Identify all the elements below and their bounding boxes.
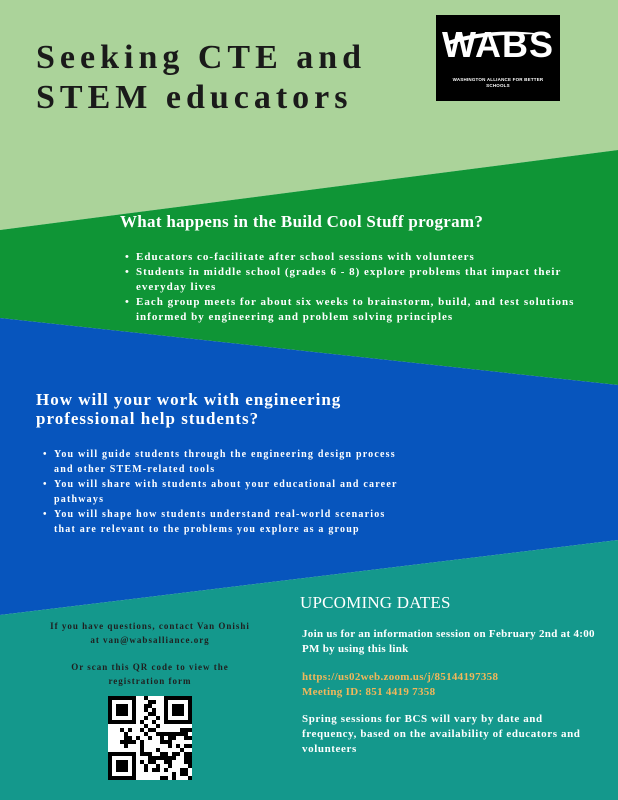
spring-sessions-text: Spring sessions for BCS will vary by date and frequency, based on the availability of educators and volunteers (302, 713, 581, 755)
list-item: • Students in middle school (grades 6 - 8) explore problems that impact their everyday lives (120, 265, 598, 295)
logo-wordmark: WABS (442, 24, 554, 65)
headline-line-2: STEM educators (36, 79, 353, 116)
meeting-id: Meeting ID: 851 4419 7358 (302, 686, 436, 698)
zoom-link[interactable]: https://us02web.zoom.us/j/85144197358 (302, 671, 499, 683)
headline-line-1: Seeking CTE and (36, 39, 367, 76)
section1-heading: What happens in the Build Cool Stuff program? (120, 212, 484, 231)
upcoming-dates-heading: UPCOMING DATES (300, 593, 451, 612)
list-item: • You will shape how students understand real-world scenarios that are relevant to the problems you explore as a group (38, 507, 398, 537)
contact-text: If you have questions, contact Van Onishi at van@wabsalliance.org (50, 621, 250, 645)
logo-subtitle: WASHINGTON ALLIANCE FOR BETTER SCHOOLS (452, 77, 544, 88)
wabs-logo (436, 15, 560, 101)
info-session-text: Join us for an information session on February 2nd at 4:00 PM by using this link (302, 628, 595, 655)
headline (36, 38, 366, 118)
qr-code-icon[interactable] (108, 696, 192, 780)
meeting-info (302, 670, 598, 700)
list-item: • You will share with students about your educational and career pathways (38, 477, 398, 507)
list-item: • Each group meets for about six weeks to brainstorm, build, and test solutions informed by engineering and problem solving principles (120, 295, 598, 325)
section2-heading: How will your work with engineering professional help students? (36, 390, 342, 428)
qr-instructions: Or scan this QR code to view the registration form (71, 662, 229, 686)
list-item: • Educators co-facilitate after school sessions with volunteers (120, 250, 598, 265)
section1-list (120, 250, 598, 325)
list-item: • You will guide students through the engineering design process and other STEM-related tools (38, 447, 398, 477)
section2-list (38, 447, 398, 537)
